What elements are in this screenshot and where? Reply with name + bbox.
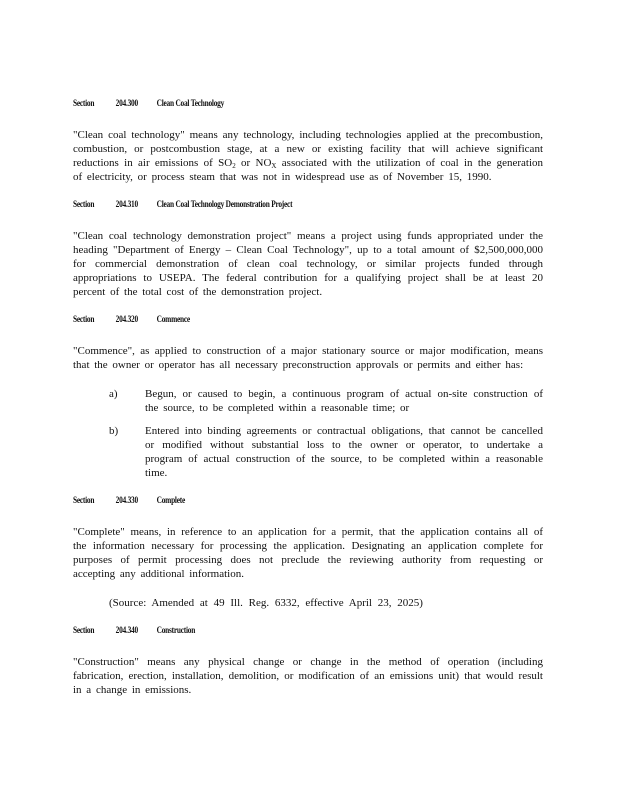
definition-paragraph: "Commence", as applied to construction of a major stationary source or major modification, means that the owner or operator has all necessary preconstruction approvals or permits and either has: — [73, 345, 543, 371]
section-number: 204.340 — [115, 625, 138, 635]
paragraph-text: "Clean coal technology" means any technology, including technologies applied at the precombustion, combustion, or postcombustion stage, at a new or existing facility that will achieve significant reductions in air emissions of SO — [73, 129, 543, 169]
subscript: X — [271, 162, 277, 170]
subscript: 2 — [232, 162, 236, 170]
section-heading — [73, 314, 458, 324]
list-text: Begun, or caused to begin, a continuous program of actual on-site construction of the source, to be completed within a reasonable time; or — [145, 388, 543, 414]
list-item — [73, 424, 543, 480]
section-title: Clean Coal Technology — [156, 98, 225, 108]
paragraph-text: or NO — [241, 157, 272, 169]
list-item — [73, 387, 543, 415]
section-word: Section — [73, 199, 95, 209]
section-title: Clean Coal Technology Demonstration Project — [156, 199, 293, 209]
section-word: Section — [73, 314, 95, 324]
section-heading — [73, 495, 458, 505]
section-heading — [73, 625, 458, 635]
source-note: (Source: Amended at 49 Ill. Reg. 6332, effective April 23, 2025) — [109, 597, 423, 609]
section-word: Section — [73, 625, 95, 635]
section-number: 204.330 — [115, 495, 138, 505]
definition-paragraph — [73, 128, 543, 184]
section-number: 204.300 — [115, 98, 138, 108]
section-word: Section — [73, 98, 95, 108]
list-label: a) — [109, 388, 118, 400]
list-text: Entered into binding agreements or contractual obligations, that cannot be cancelled or modified without substantial loss to the owner or operator, to undertake a program of actual construction of the source, to be completed within a reasonable time. — [145, 425, 543, 479]
section-title: Complete — [156, 495, 186, 505]
section-title: Construction — [156, 625, 196, 635]
definition-paragraph: "Construction" means any physical change or change in the method of operation (including fabrication, erection, installation, demolition, or modification of an emissions unit) that would result in a change in emissions. — [73, 656, 543, 696]
section-number: 204.310 — [115, 199, 138, 209]
list-label: b) — [109, 425, 119, 437]
document-page — [73, 98, 543, 697]
section-heading — [73, 199, 458, 209]
section-title: Commence — [156, 314, 190, 324]
section-word: Section — [73, 495, 95, 505]
definition-paragraph: "Clean coal technology demonstration project" means a project using funds appropriated under the heading "Department of Energy – Clean Coal Technology", up to a total amount of $2,500,000,000 for commercial demonstration of clean coal technology, or similar projects funded through appropriations to USEPA. The federal contribution for a qualifying project shall be at least 20 percent of the total cost of the demonstration project. — [73, 230, 543, 298]
paragraph-text: associated with the utilization of coal in the generation of electricity, or process steam that was not in widespread use as of November 15, 1990. — [73, 157, 544, 183]
section-number: 204.320 — [115, 314, 138, 324]
section-heading — [73, 98, 458, 108]
definition-paragraph: "Complete" means, in reference to an application for a permit, that the application contains all of the information necessary for processing the application. Designating an application complete for purposes of permit processing does not preclude the reviewing authority from requesting or accepting any additional information. — [73, 526, 543, 580]
